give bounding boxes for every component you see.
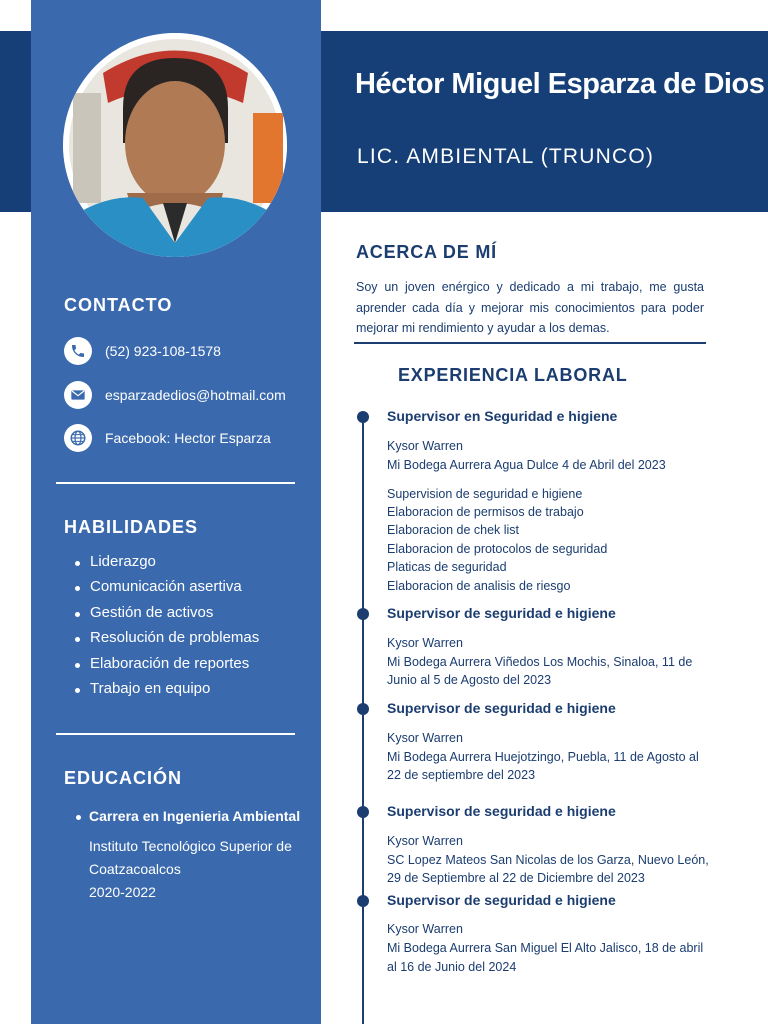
skill-item: Comunicación asertiva: [72, 578, 259, 603]
job-company: Kysor Warren: [387, 834, 463, 848]
facebook-text: Facebook: Hector Esparza: [105, 430, 271, 446]
email-text: esparzadedios@hotmail.com: [105, 387, 286, 403]
job-company: Kysor Warren: [387, 922, 463, 936]
skill-item: Resolución de problemas: [72, 629, 259, 654]
email-icon: [64, 381, 92, 409]
phone-text: (52) 923-108-1578: [105, 343, 221, 359]
contact-facebook[interactable]: [64, 424, 271, 452]
phone-icon: [64, 337, 92, 365]
job-duty: Elaboracion de permisos de trabajo: [387, 505, 584, 519]
contact-email[interactable]: [64, 381, 286, 409]
job-duty: Elaboracion de analisis de riesgo: [387, 579, 571, 593]
about-text: Soy un joven enérgico y dedicado a mi trabajo, me gusta aprender cada día y mejorar mis conocimientos para poder mejorar mi rendimiento y ayudar a los demas.: [356, 280, 704, 335]
profile-photo: [63, 33, 287, 257]
job-location: 29 de Septiembre al 22 de Diciembre del 2023: [387, 871, 645, 885]
timeline-dot: [357, 703, 369, 715]
candidate-name: Héctor Miguel Esparza de Dios: [355, 68, 765, 100]
job-title: Supervisor de seguridad e higiene: [387, 605, 616, 621]
education-school: Instituto Tecnológico Superior de: [89, 838, 292, 854]
job-location: al 16 de Junio del 2024: [387, 960, 517, 974]
job-title: Supervisor de seguridad e higiene: [387, 803, 616, 819]
timeline-dot: [357, 608, 369, 620]
job-company: Kysor Warren: [387, 731, 463, 745]
job-title: Supervisor de seguridad e higiene: [387, 892, 616, 908]
education-heading: EDUCACIÓN: [64, 768, 183, 788]
education-years: 2020-2022: [89, 884, 156, 900]
job-company: Kysor Warren: [387, 439, 463, 453]
skills-list: [72, 553, 259, 705]
job-location: Mi Bodega Aurrera Huejotzingo, Puebla, 11 de Agosto al: [387, 750, 699, 764]
experience-heading: EXPERIENCIA LABORAL: [398, 365, 628, 385]
job-duty: Platicas de seguridad: [387, 560, 507, 574]
job-location: SC Lopez Mateos San Nicolas de los Garza, Nuevo León,: [387, 853, 709, 867]
main-divider: [354, 342, 706, 344]
job-location: Junio al 5 de Agosto del 2023: [387, 673, 552, 687]
education-degree: Carrera en Ingenieria Ambiental: [76, 808, 300, 824]
contact-heading: CONTACTO: [64, 295, 173, 315]
timeline-dot: [357, 895, 369, 907]
job-location: Mi Bodega Aurrera Agua Dulce 4 de Abril del 2023: [387, 458, 666, 472]
sidebar-divider: [56, 482, 295, 484]
candidate-title: LIC. AMBIENTAL (TRUNCO): [357, 145, 655, 168]
job-company: Kysor Warren: [387, 636, 463, 650]
skill-item: Trabajo en equipo: [72, 680, 259, 705]
skills-heading: HABILIDADES: [64, 517, 199, 537]
job-duty: Elaboracion de protocolos de seguridad: [387, 542, 608, 556]
skill-item: Liderazgo: [72, 553, 259, 578]
education-school: Coatzacoalcos: [89, 861, 181, 877]
job-location: 22 de septiembre del 2023: [387, 768, 536, 782]
job-title: Supervisor en Seguridad e higiene: [387, 408, 618, 424]
job-location: Mi Bodega Aurrera San Miguel El Alto Jalisco, 18 de abril: [387, 941, 704, 955]
job-duty: Supervision de seguridad e higiene: [387, 487, 583, 501]
job-title: Supervisor de seguridad e higiene: [387, 700, 616, 716]
contact-phone[interactable]: [64, 337, 221, 365]
job-location: Mi Bodega Aurrera Viñedos Los Mochis, Sinaloa, 11 de: [387, 655, 693, 669]
about-heading: ACERCA DE MÍ: [356, 242, 497, 262]
job-duty: Elaboracion de chek list: [387, 523, 520, 537]
globe-icon: [64, 424, 92, 452]
skill-item: Elaboración de reportes: [72, 655, 259, 680]
sidebar-divider: [56, 733, 295, 735]
timeline-dot: [357, 806, 369, 818]
timeline-dot: [357, 411, 369, 423]
skill-item: Gestión de activos: [72, 604, 259, 629]
timeline-line: [362, 412, 364, 1024]
